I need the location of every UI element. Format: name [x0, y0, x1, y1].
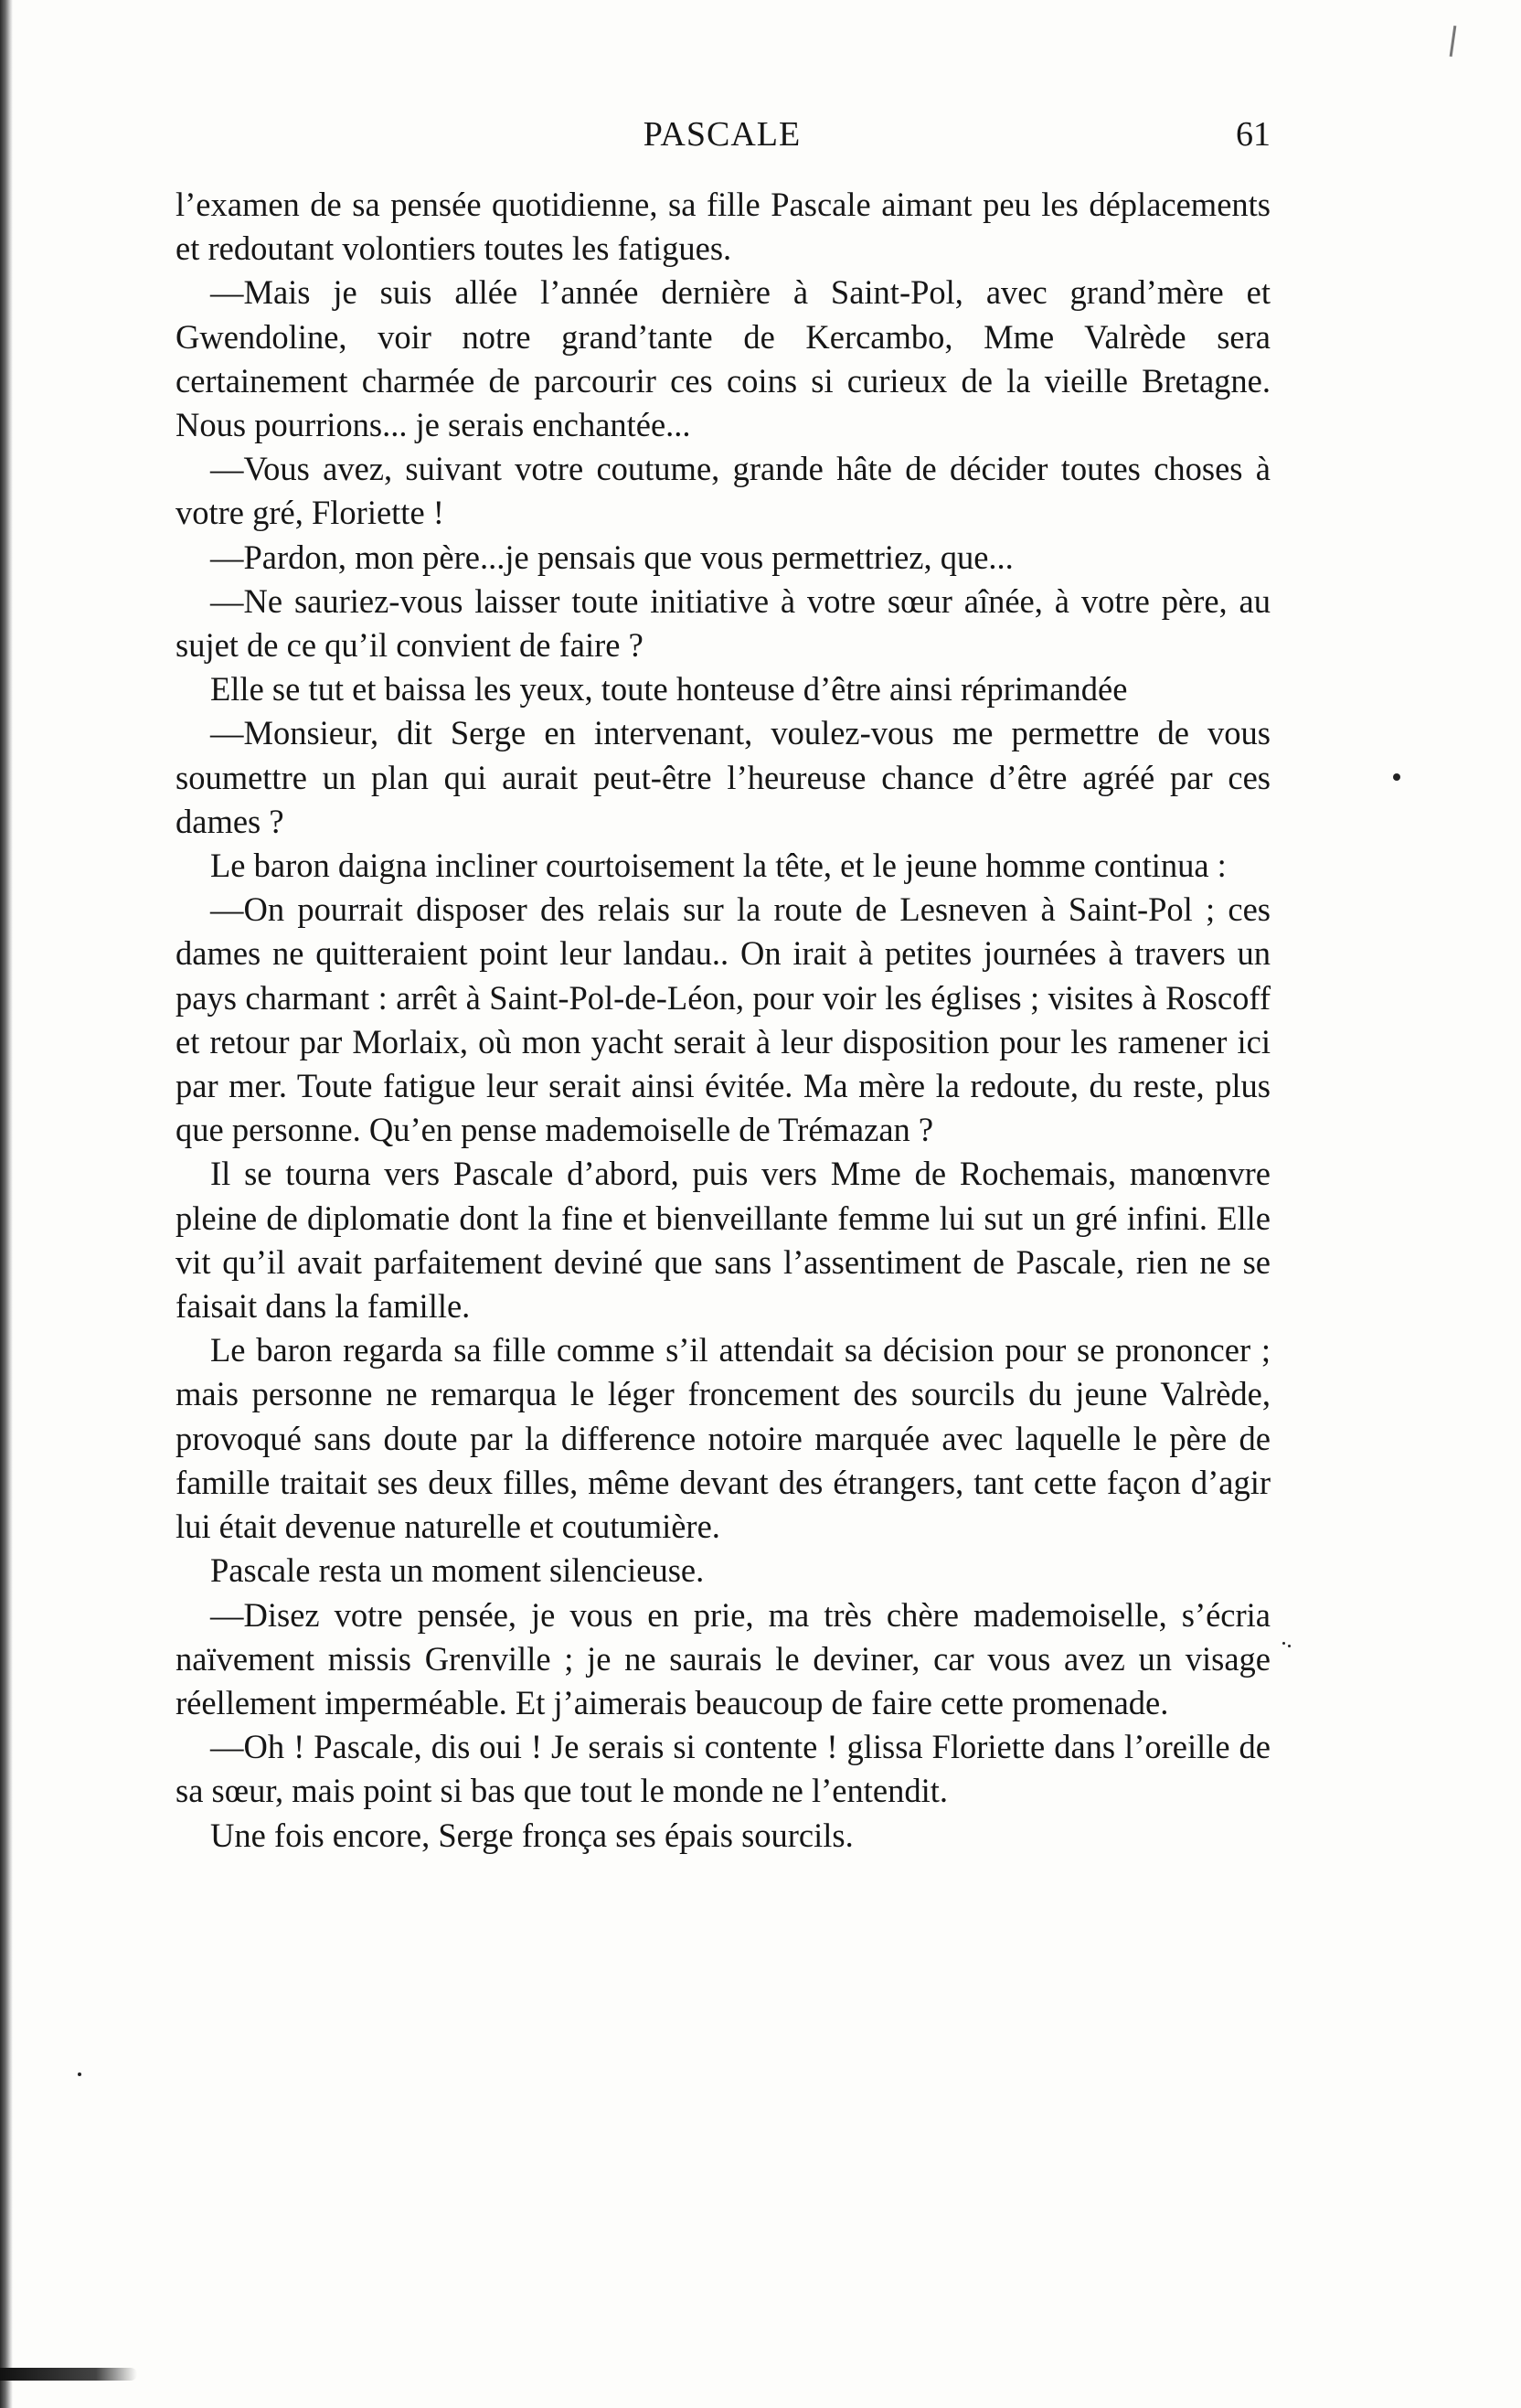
- ink-speck: [78, 2072, 81, 2076]
- paragraph: Elle se tut et baissa les yeux, toute honteuse d’être ainsi réprimandée: [210, 670, 1128, 709]
- paragraph: Il se tourna vers Pascale d’abord, puis vers Mme de Rochemais, manœnvre pleine de diplomatie dont la fine et bienveillante femme lui sut un gré infini. Elle vit qu’il avait parfaitement deviné que sans l’assentiment de Pascale, rien ne se faisait dans la famille.: [176, 1155, 1271, 1326]
- paragraph: —Ne sauriez-vous laisser toute initiative à votre sœur aînée, à votre père, au sujet de ce qu’il convient de faire ?: [176, 581, 1271, 665]
- paragraph: Le baron daigna incliner courtoisement la tête, et le jeune homme continua :: [210, 847, 1227, 885]
- paragraph: —Vous avez, suivant votre coutume, grande hâte de décider toutes choses à votre gré, Floriette !: [176, 450, 1271, 532]
- page-number: 61: [1236, 115, 1271, 154]
- paragraph: Une fois encore, Serge fronça ses épais sourcils.: [210, 1816, 854, 1854]
- body-text: [176, 183, 1271, 1858]
- page-header: [174, 114, 1271, 160]
- paragraph: Pascale resta un moment silencieuse.: [210, 1551, 705, 1590]
- paragraph: —Pardon, mon père...je pensais que vous permettriez, que...: [210, 538, 1014, 576]
- paragraph: —Mais je suis allée l’année dernière à Saint-Pol, avec grand’mère et Gwendoline, voir notre grand’tante de Kercambo, Mme Valrède sera certainement charmée de parcourir ces coins si curieux de la vieille Bretagne. Nous pourrions... je serais enchantée...: [176, 273, 1271, 444]
- paragraph: —Monsieur, dit Serge en intervenant, voulez-vous me permettre de vous soumettre un plan qui aurait peut-être l’heureuse chance d’être agréé par ces dames ?: [176, 714, 1271, 840]
- binding-edge-shadow: [0, 0, 13, 2408]
- paragraph: —Oh ! Pascale, dis oui ! Je serais si contente ! glissa Floriette dans l’oreille de sa sœur, mais point si bas que tout le monde ne l’entendit.: [176, 1728, 1271, 1810]
- ink-speck: [1282, 1642, 1285, 1645]
- paragraph: —Disez votre pensée, je vous en prie, ma très chère mademoiselle, s’écria naïvement missis Grenville ; je ne saurais le deviner, car vous avez un visage réellement imperméable. Et j’aimerais beaucoup de faire cette promenade.: [176, 1595, 1271, 1721]
- paragraph: —On pourrait disposer des relais sur la route de Lesneven à Saint-Pol ; ces dames ne quitteraient point leur landau.. On irait à petites journées à travers un pays charmant : arrêt à Saint-Pol-de-Léon, pour voir les églises ; visites à Roscoff et retour par Morlaix, où mon yacht serait à leur disposition pour les ramener ici par mer. Toute fatigue leur serait ainsi évitée. Ma mère la redoute, du reste, plus que personne. Qu’en pense mademoiselle de Trémazan ?: [176, 890, 1271, 1149]
- running-title: PASCALE: [643, 115, 802, 154]
- scan-smudge: [0, 2368, 137, 2381]
- ink-speck: [1393, 773, 1400, 781]
- ink-speck: [1288, 1645, 1291, 1647]
- paragraph: Le baron regarda sa fille comme s’il attendait sa décision pour se prononcer ; mais personne ne remarqua le léger froncement des sourcils du jeune Valrède, provoqué sans doute par la difference notoire marquée avec laquelle le père de famille traitait ses deux filles, même devant des étrangers, tant cette façon d’agir lui était devenue naturelle et coutumière.: [176, 1331, 1271, 1546]
- paragraph: l’examen de sa pensée quotidienne, sa fille Pascale aimant peu les déplacements et redoutant volontiers toutes les fatigues.: [176, 186, 1271, 268]
- stray-pencil-mark: [1450, 26, 1457, 57]
